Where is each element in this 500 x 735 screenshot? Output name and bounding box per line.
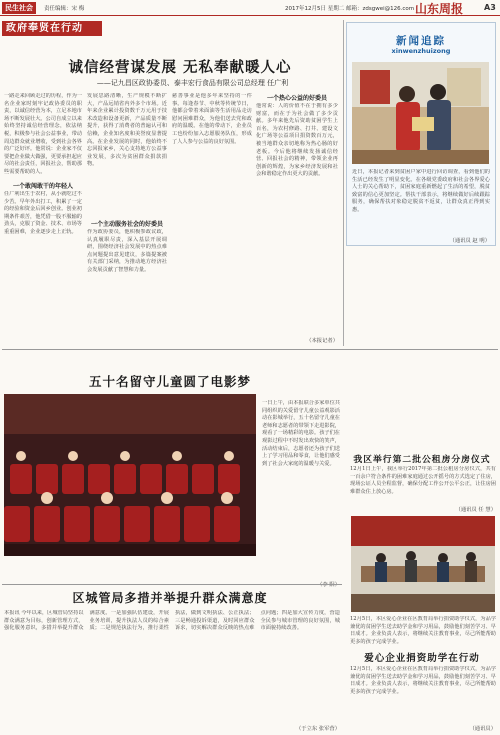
donation-body: 12月5日，本区爱心企业在区教育局举行捐资助学仪式，为品学兼优的贫困学生送去助学金和学习用品，鼓励他们刻苦学习、早日成才。企业负责人表示，将继续关注教育事业，尽己所能帮助更多的孩子完成学业。 (350, 666, 496, 695)
donation-headline: 爱心企业捐资助学在行动 (364, 653, 480, 664)
housing-headline: 我区举行第二批公租房分房仪式 (353, 455, 491, 465)
lead-subheadline: ——记九昌区政协委员、泰丰宏行食品有限公司总经理 任广利 (96, 79, 289, 87)
movie-headline: 五十名留守儿童圆了电影梦 (88, 374, 251, 389)
lead-subhead-a: 一个敢闯敢干的年轻人 (12, 183, 73, 190)
citymgmt-byline: （于立东 张军营） (295, 726, 340, 732)
donation-byline: （通讯员） (469, 726, 496, 732)
followup-photo (352, 62, 489, 164)
news-followup-subtitle: xinwenzhuizong (391, 47, 451, 55)
lead-headline: 诚信经营谋发展 无私奉献暖人心 (68, 59, 292, 76)
news-followup-title: 新闻追踪 (396, 35, 446, 47)
page-number: A3 (484, 3, 496, 12)
editor-credit: 责任编辑：宋 梅 (44, 6, 85, 12)
section-divider-2 (2, 584, 342, 585)
housing-photo (351, 516, 495, 612)
lead-col4: 他常说：人的价值不在于拥有多少财富，而在于为社会做了多少贡献。多年来他先后资助贫困学生上百名，为农村修路、打井、建设文化广场等公益项目捐资数百万元，被当地群众亲切地称为热心肠的好老板。今后他将继续发扬诚信经营、回报社会的精神，带领企业再创新的辉煌，为家乡经济发展和社会和谐稳定作出更大的贡献。 (256, 103, 338, 178)
followup-byline: （通讯员 赵 明） (449, 238, 490, 244)
citymgmt-body: 本报讯 今年以来，区城管局坚持以群众满意为目标，创新管理方式，强化服务意识，多措并举提升群众满意度。一是加强队伍建设，开展业务培训，提升执法人员的综合素质；二是规范执法行为，推行柔性执法，做到文明执法、公正执法；三是畅通投诉渠道，及时回应群众诉求，切实解决群众反映的热点难点问题；四是加大宣传力度，营造全民参与城市管理的良好氛围，城市面貌持续改善。 (4, 610, 340, 632)
housing-body: 12月1日上午，我区举行2017年第二批公租房分房仪式，共有一百余户符合条件的困难家庭通过公开摇号的方式选定了住房，现场公证人员全程监督，确保分配工作公开公平公正，让住房困难群众住上放心房。 (350, 466, 496, 495)
lead-col2b: 作为政协委员，他积极参政议政，认真履职尽责，深入基层开展调研，围绕经济社会发展中的热点难点问题提出意见建议，多篇提案被有关部门采纳，为推动地方经济社会发展贡献了智慧和力量。 (87, 229, 167, 273)
lead-col2: 发展思路清晰，生产规模不断扩大，产品远销省内外多个市场。近年来企业累计投资数千万元用于技术改造和设备更新，产品质量不断提升，获得了消费者的普遍认可和信赖，企业知名度和美誉度显著提高。在企业发展的同时，他始终不忘回报家乡，关心支持地方公益事业发展，多次为贫困群众捐款捐物。 (87, 93, 167, 168)
section-banner: 政府奉贤在行动 (2, 21, 102, 36)
section-divider (2, 349, 498, 350)
donation-notice: 12月5日，本区爱心企业在区教育局举行捐资助学仪式，为品学兼优的贫困学生送去助学金和学习用品，鼓励他们刻苦学习、早日成才。企业负责人表示，将继续关注教育事业，尽己所能帮助更多的孩子完成学业。 (350, 616, 496, 645)
column-label: 民生社会 (2, 2, 36, 14)
paper-name: 山东周报 (415, 2, 464, 16)
movie-photo (4, 394, 256, 556)
lead-col3: 慈善事业是他多年来坚持的一件事。每逢春节、中秋等传统节日，他都会带着米面油等生活用品走访慰问困难群众，为他们送去党和政府的温暖。在他的带动下，企业员工也纷纷加入志愿服务队伍，形成了人人参与公益的良好氛围。 (172, 93, 252, 145)
followup-body: 近日，本报记者来到贫困户家中进行回访调查，看到他们的生活已经发生了明显变化。在各级党委政府和社会各界爱心人士的关心帮助下，贫困家庭重新燃起了生活的希望，脱贫致富的信心更加坚定。帮扶干部表示，将继续做好后续跟踪服务，确保帮扶对象稳定脱贫不返贫，让群众真正得到实惠。 (352, 169, 490, 213)
housing-byline: （通讯员 任 慧） (455, 507, 496, 513)
movie-byline: （李 阳） (317, 582, 340, 588)
lead-subhead-b: 一个主动服务社会的好委员 (90, 221, 163, 228)
lead-col1: 一路走来回顾走过的历程，作为一名企业家时刻牢记政协委员的职责，以诚信经营为本，立足本地市场不断发展壮大。公司自成立以来始终坚持诚信经营理念，依法纳税，积极参与社会公益事业，带动周边群众就业增收，受到社会各界的广泛好评。他常说：企业家不仅要把企业做大做强，更要承担起应尽的社会责任，回报社会，帮助那些需要帮助的人。 (4, 93, 82, 175)
lead-subhead-c: 一个热心公益的好委员 (266, 95, 327, 102)
column-divider (343, 20, 344, 346)
movie-body: 一日上午，由本报联合多家单位共同组织的关爱留守儿童公益观影活动在影城举行，五十名留守儿童在老师和志愿者的带领下走进影院，观看了一场精彩的电影。孩子们在观影过程中不时发出欢快的笑声，活动结束后，志愿者还为孩子们送上了学习用品和零食，让他们感受到了社会大家庭的温暖与关爱。 (262, 400, 340, 467)
dateline: 2017年12月5日 星期二 邮箱：zdsgwei@126.com (285, 6, 415, 12)
lead-byline: （本报记者） (306, 338, 338, 344)
citymgmt-headline: 区城管局多措并举提升群众满意度 (72, 591, 268, 605)
lead-col1b: 任广利出生于农村，从小就吃过不少苦。早年外出打工，积累了一定的经验和资金后回乡创业。创业初期条件艰苦，他凭借一股不服输的劲头，克服了资金、技术、市场等重重困难，企业逐步走上正轨。 (4, 191, 82, 235)
